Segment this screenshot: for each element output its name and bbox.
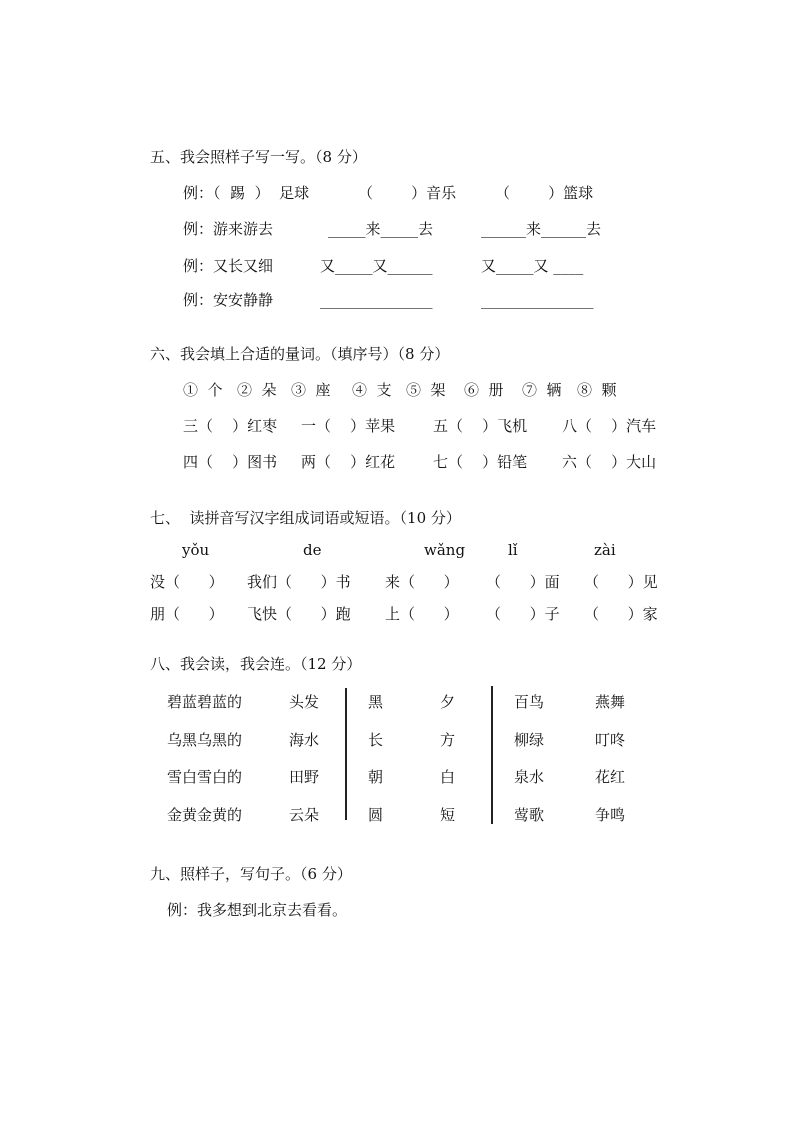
s5-example-3: 例：又长又细 [183, 257, 274, 275]
s6-option: ③ 座 [291, 381, 331, 399]
s6-option: ⑦ 辆 [522, 381, 562, 399]
match-item[interactable]: 海水 [289, 731, 320, 749]
s5-blank-4a[interactable]: _______________ [320, 291, 433, 309]
match-item[interactable]: 泉水 [514, 768, 545, 786]
s6-item[interactable]: 四（ ）图书 [183, 453, 278, 471]
s5-blank-1b[interactable]: （ ）篮球 [495, 184, 594, 202]
s5-blank-1a[interactable]: （ ）音乐 [358, 184, 457, 202]
section-6-title: 六、我会填上合适的量词。（填序号）（8 分） [150, 345, 450, 363]
match-item[interactable]: 争鸣 [595, 806, 626, 824]
s6-option: ④ 支 [352, 381, 392, 399]
match-item[interactable]: 白 [440, 768, 456, 786]
s9-example: 例：我多想到北京去看看。 [167, 901, 348, 919]
match-item[interactable]: 碧蓝碧蓝的 [167, 693, 243, 711]
match-item[interactable]: 夕 [440, 693, 456, 711]
s7-item[interactable]: 没（ ） [150, 573, 224, 591]
s6-option: ⑤ 架 [406, 381, 446, 399]
s7-item[interactable]: 来（ ） [385, 573, 459, 591]
s5-blank-2a[interactable]: _____来_____去 [328, 220, 434, 238]
match-item[interactable]: 朝 [368, 768, 384, 786]
match-item[interactable]: 燕舞 [595, 693, 626, 711]
section-9-title: 九、照样子，写句子。（6 分） [150, 865, 352, 883]
pinyin-wang: wǎng [424, 541, 466, 559]
pinyin-zai: zài [594, 541, 616, 559]
pinyin-de: de [303, 541, 322, 559]
s7-item[interactable]: 飞快（ ）跑 [247, 605, 351, 623]
match-item[interactable]: 云朵 [289, 806, 320, 824]
s5-example-4: 例：安安静静 [183, 291, 274, 309]
match-item[interactable]: 叮咚 [595, 731, 626, 749]
s6-item[interactable]: 六（ ）大山 [562, 453, 657, 471]
match-item[interactable]: 金黄金黄的 [167, 806, 243, 824]
match-item[interactable]: 方 [440, 731, 456, 749]
s6-option: ② 朵 [237, 381, 277, 399]
match-item[interactable]: 短 [440, 806, 456, 824]
s5-blank-3a[interactable]: 又_____又______ [320, 257, 433, 275]
s6-item[interactable]: 一（ ）苹果 [301, 417, 396, 435]
s5-example-2: 例：游来游去 [183, 220, 274, 238]
s5-blank-2b[interactable]: ______来______去 [481, 220, 602, 238]
section-8-title: 八、我会读，我会连。（12 分） [150, 655, 362, 673]
s5-blank-4b[interactable]: _______________ [481, 291, 594, 309]
match-item[interactable]: 圆 [368, 806, 384, 824]
s7-item[interactable]: 我们（ ）书 [247, 573, 351, 591]
s7-item[interactable]: （ ）面 [486, 573, 560, 591]
section-5-title: 五、我会照样子写一写。（8 分） [150, 148, 367, 166]
s6-option: ① 个 [183, 381, 223, 399]
match-item[interactable]: 头发 [289, 693, 320, 711]
match-item[interactable]: 莺歌 [514, 806, 545, 824]
match-item[interactable]: 花红 [595, 768, 626, 786]
s7-item[interactable]: 上（ ） [385, 605, 459, 623]
s7-item[interactable]: （ ）见 [584, 573, 658, 591]
match-item[interactable]: 黑 [368, 693, 384, 711]
s7-item[interactable]: （ ）子 [486, 605, 560, 623]
s5-blank-3b[interactable]: 又_____又 ____ [481, 257, 584, 275]
s6-option: ⑥ 册 [464, 381, 504, 399]
s6-item[interactable]: 七（ ）铅笔 [433, 453, 528, 471]
s7-item[interactable]: 朋（ ） [150, 605, 224, 623]
s6-item[interactable]: 两（ ）红花 [301, 453, 396, 471]
s6-item[interactable]: 五（ ）飞机 [433, 417, 528, 435]
match-item[interactable]: 田野 [289, 768, 320, 786]
s7-item[interactable]: （ ）家 [584, 605, 658, 623]
match-item[interactable]: 雪白雪白的 [167, 768, 243, 786]
pinyin-li: lǐ [508, 541, 518, 559]
s6-item[interactable]: 八（ ）汽车 [562, 417, 657, 435]
divider-line [491, 686, 493, 824]
s5-example-1: 例：（ 踢 ） 足球 [183, 184, 310, 202]
match-item[interactable]: 长 [368, 731, 384, 749]
section-7-title: 七、 读拼音写汉字组成词语或短语。（10 分） [150, 509, 461, 527]
pinyin-you: yǒu [182, 541, 210, 559]
match-item[interactable]: 百鸟 [514, 693, 545, 711]
s6-option: ⑧ 颗 [577, 381, 617, 399]
match-item[interactable]: 乌黑乌黑的 [167, 731, 243, 749]
divider-line [345, 688, 347, 820]
match-item[interactable]: 柳绿 [514, 731, 545, 749]
s6-item[interactable]: 三（ ）红枣 [183, 417, 278, 435]
